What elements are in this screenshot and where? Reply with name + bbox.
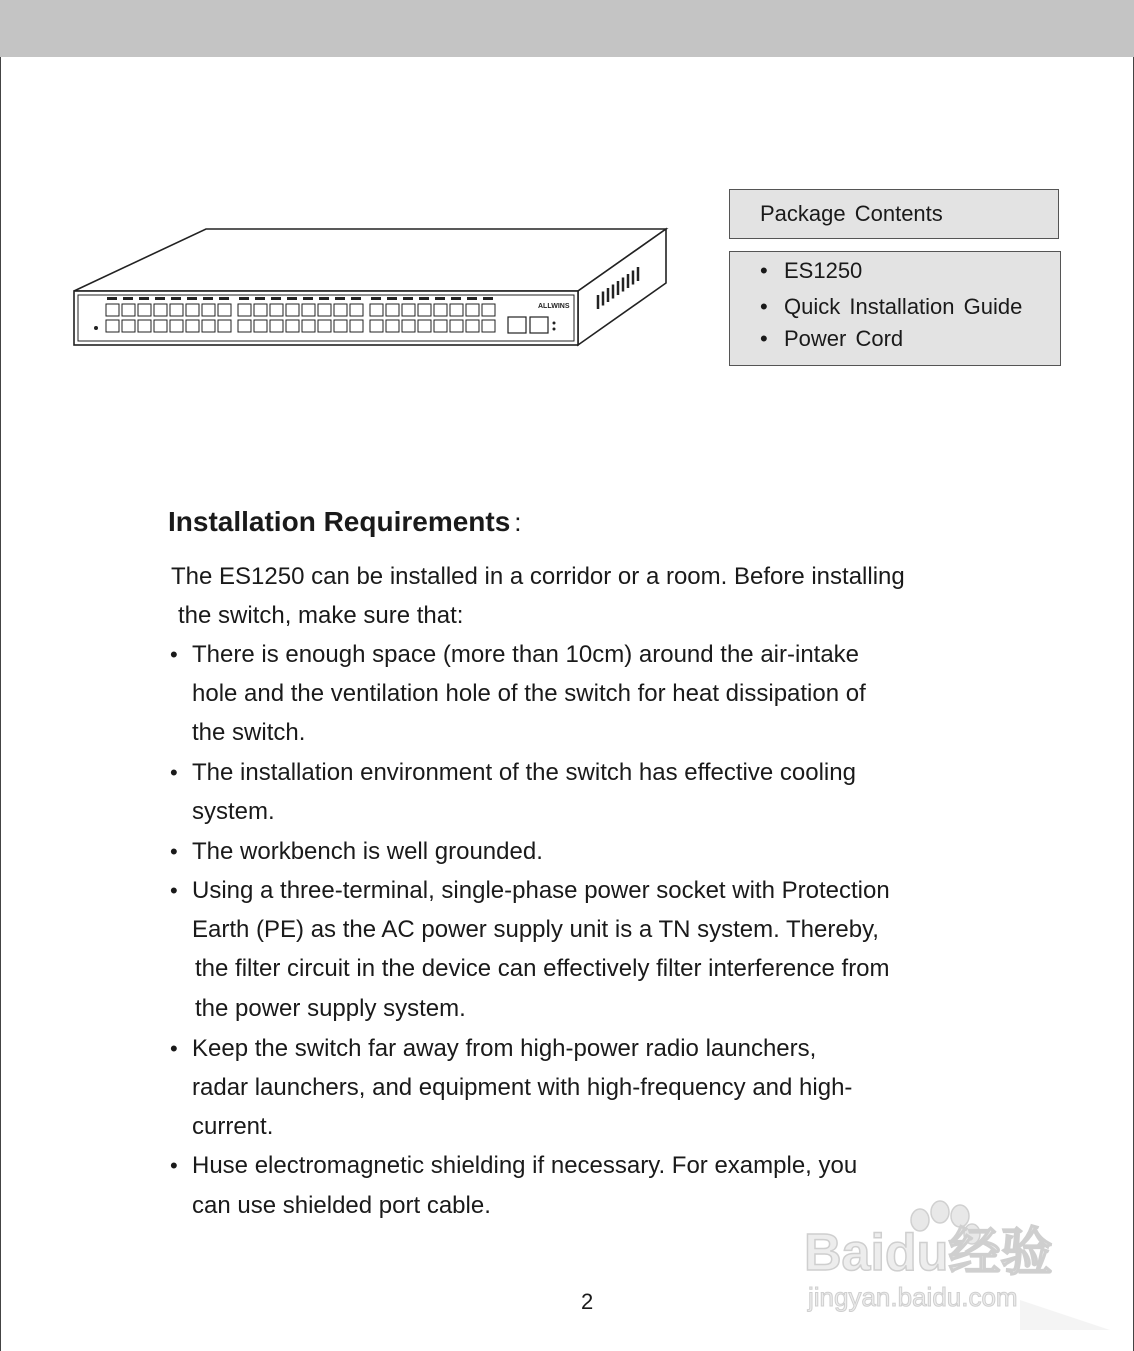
list-item: • Quick Installation Guide	[760, 294, 1023, 319]
intro-line: the switch, make sure that:	[178, 602, 464, 629]
package-contents-list	[729, 251, 1061, 366]
port-led	[255, 297, 265, 300]
ethernet-port	[170, 320, 183, 332]
ethernet-port	[170, 304, 183, 316]
port-led	[219, 297, 229, 300]
ethernet-port	[302, 320, 315, 332]
port-led	[435, 297, 445, 300]
ethernet-port	[402, 304, 415, 316]
ethernet-port	[154, 304, 167, 316]
bullet-line: current.	[192, 1113, 274, 1140]
ethernet-port	[122, 304, 135, 316]
port-led	[351, 297, 361, 300]
package-contents-header	[729, 189, 1059, 239]
ethernet-port	[318, 320, 331, 332]
ethernet-port	[202, 320, 215, 332]
bullet-dot: •	[170, 1036, 178, 1061]
bullet-dot: •	[170, 760, 178, 785]
ethernet-port	[138, 304, 151, 316]
ethernet-port	[186, 320, 199, 332]
bullet-line: Huse electromagnetic shielding if necessary. For example, you	[192, 1152, 858, 1179]
bullet-line: hole and the ventilation hole of the switch for heat dissipation of	[192, 680, 866, 707]
bullet-line: radar launchers, and equipment with high-frequency and high-	[192, 1074, 853, 1101]
ethernet-port	[402, 320, 415, 332]
section-heading: Installation Requirements :	[168, 506, 522, 537]
ethernet-port	[434, 304, 447, 316]
ethernet-port	[334, 304, 347, 316]
bullet-line: system.	[192, 798, 275, 825]
ethernet-port	[302, 304, 315, 316]
ethernet-port	[482, 304, 495, 316]
bullet-line: the power supply system.	[195, 995, 466, 1022]
intro-line: The ES1250 can be installed in a corridor or a room. Before installing	[171, 563, 905, 590]
package-contents-title: Package Contents	[760, 201, 943, 226]
ethernet-port	[450, 320, 463, 332]
ethernet-port	[154, 320, 167, 332]
ethernet-port	[350, 304, 363, 316]
top-bar	[0, 0, 1134, 57]
ethernet-port	[370, 320, 383, 332]
bullet-dot: •	[170, 642, 178, 667]
ethernet-port	[202, 304, 215, 316]
bullet-line: The workbench is well grounded.	[192, 838, 543, 865]
bullet-line: the filter circuit in the device can effectively filter interference from	[195, 955, 890, 982]
switch-illustration	[70, 225, 670, 350]
ethernet-port	[318, 304, 331, 316]
ethernet-port	[238, 320, 251, 332]
brand-logo: ALLWINS	[538, 303, 570, 310]
ethernet-port	[466, 304, 479, 316]
ethernet-port	[138, 320, 151, 332]
port-led	[335, 297, 345, 300]
ethernet-port	[450, 304, 463, 316]
ethernet-port	[254, 304, 267, 316]
port-led	[467, 297, 477, 300]
bullet-dot: •	[170, 839, 178, 864]
ethernet-port	[434, 320, 447, 332]
ethernet-port	[186, 304, 199, 316]
port-led	[319, 297, 329, 300]
ethernet-port	[350, 320, 363, 332]
ethernet-port	[418, 320, 431, 332]
port-led	[123, 297, 133, 300]
port-led	[451, 297, 461, 300]
bullet-line: Keep the switch far away from high-power radio launchers,	[192, 1035, 817, 1062]
port-led	[171, 297, 181, 300]
ethernet-port	[218, 304, 231, 316]
ethernet-port	[286, 320, 299, 332]
ethernet-port	[254, 320, 267, 332]
port-led	[371, 297, 381, 300]
baidu-watermark	[800, 1190, 1120, 1340]
list-item: • ES1250	[760, 258, 863, 283]
ethernet-port	[238, 304, 251, 316]
bullet-line: can use shielded port cable.	[192, 1192, 491, 1219]
watermark-url: jingyan.baidu.com	[808, 1282, 1018, 1312]
ethernet-port	[386, 304, 399, 316]
ethernet-port	[106, 320, 119, 332]
list-item: • Power Cord	[760, 326, 904, 351]
ethernet-port	[370, 304, 383, 316]
page-number: 2	[581, 1289, 594, 1314]
bullet-dot: •	[170, 1153, 178, 1178]
bullet-line: The installation environment of the switch has effective cooling	[192, 759, 856, 786]
ethernet-port	[418, 304, 431, 316]
ethernet-port	[386, 320, 399, 332]
port-led	[303, 297, 313, 300]
bullet-line: There is enough space (more than 10cm) around the air-intake	[192, 641, 860, 668]
ethernet-port	[286, 304, 299, 316]
bullet-dot: •	[170, 878, 178, 903]
ethernet-port	[482, 320, 495, 332]
page-border	[0, 57, 1, 1351]
port-led	[107, 297, 117, 300]
port-led	[203, 297, 213, 300]
bullet-line: the switch.	[192, 719, 306, 746]
ethernet-port	[334, 320, 347, 332]
port-led	[155, 297, 165, 300]
ethernet-port	[218, 320, 231, 332]
port-led	[139, 297, 149, 300]
port-led	[419, 297, 429, 300]
ethernet-port	[466, 320, 479, 332]
ethernet-port	[270, 320, 283, 332]
watermark-logo: Baidu经验	[804, 1224, 1053, 1282]
port-led	[239, 297, 249, 300]
port-led	[387, 297, 397, 300]
port-led	[271, 297, 281, 300]
port-led	[403, 297, 413, 300]
bullet-line: Using a three-terminal, single-phase power socket with Protection	[192, 877, 890, 904]
ethernet-port	[270, 304, 283, 316]
bullet-line: Earth (PE) as the AC power supply unit is a TN system. Thereby,	[192, 916, 879, 943]
ethernet-port	[122, 320, 135, 332]
port-led	[483, 297, 493, 300]
port-led	[187, 297, 197, 300]
ethernet-port	[106, 304, 119, 316]
port-led	[287, 297, 297, 300]
